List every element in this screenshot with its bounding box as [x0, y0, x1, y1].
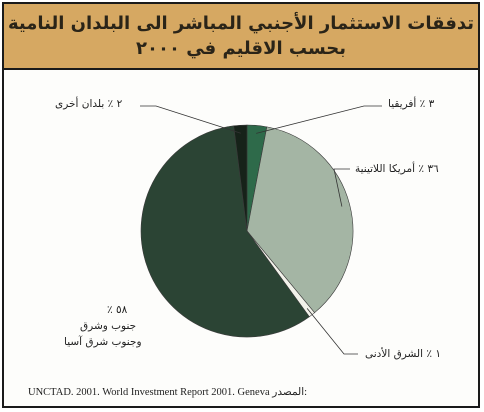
chart-title-line-2: بحسب الاقليم في ٢٠٠٠ — [135, 38, 347, 59]
source-text: UNCTAD. 2001. World Investment Report 2001. Geneva — [28, 387, 270, 398]
label-asia-line-1: جنوب وشرق — [80, 320, 137, 332]
label-other-countries: ٢ ٪ بلدان أخرى — [55, 98, 123, 110]
pie-slices — [141, 125, 353, 337]
label-asia-percent: ٥٨ ٪ — [107, 304, 128, 316]
source-label: المصدر: — [272, 387, 308, 398]
chart-frame — [2, 2, 480, 408]
pie-chart — [4, 68, 478, 374]
label-middle-east: ١ ٪ الشرق الأدنى — [365, 348, 441, 360]
middle-east-leader-line — [307, 308, 358, 354]
source-note — [28, 386, 307, 398]
label-latin-america: ٣٦ ٪ أمريكا اللاتينية — [355, 163, 439, 175]
label-asia-line-2: وجنوب شرق آسيا — [64, 336, 142, 348]
title-banner — [4, 4, 478, 70]
chart-title-line-1: تدفقات الاستثمار الأجنبي المباشر الى البلدان النامية — [7, 13, 475, 34]
label-africa: ٣ ٪ أفريقيا — [388, 98, 435, 110]
